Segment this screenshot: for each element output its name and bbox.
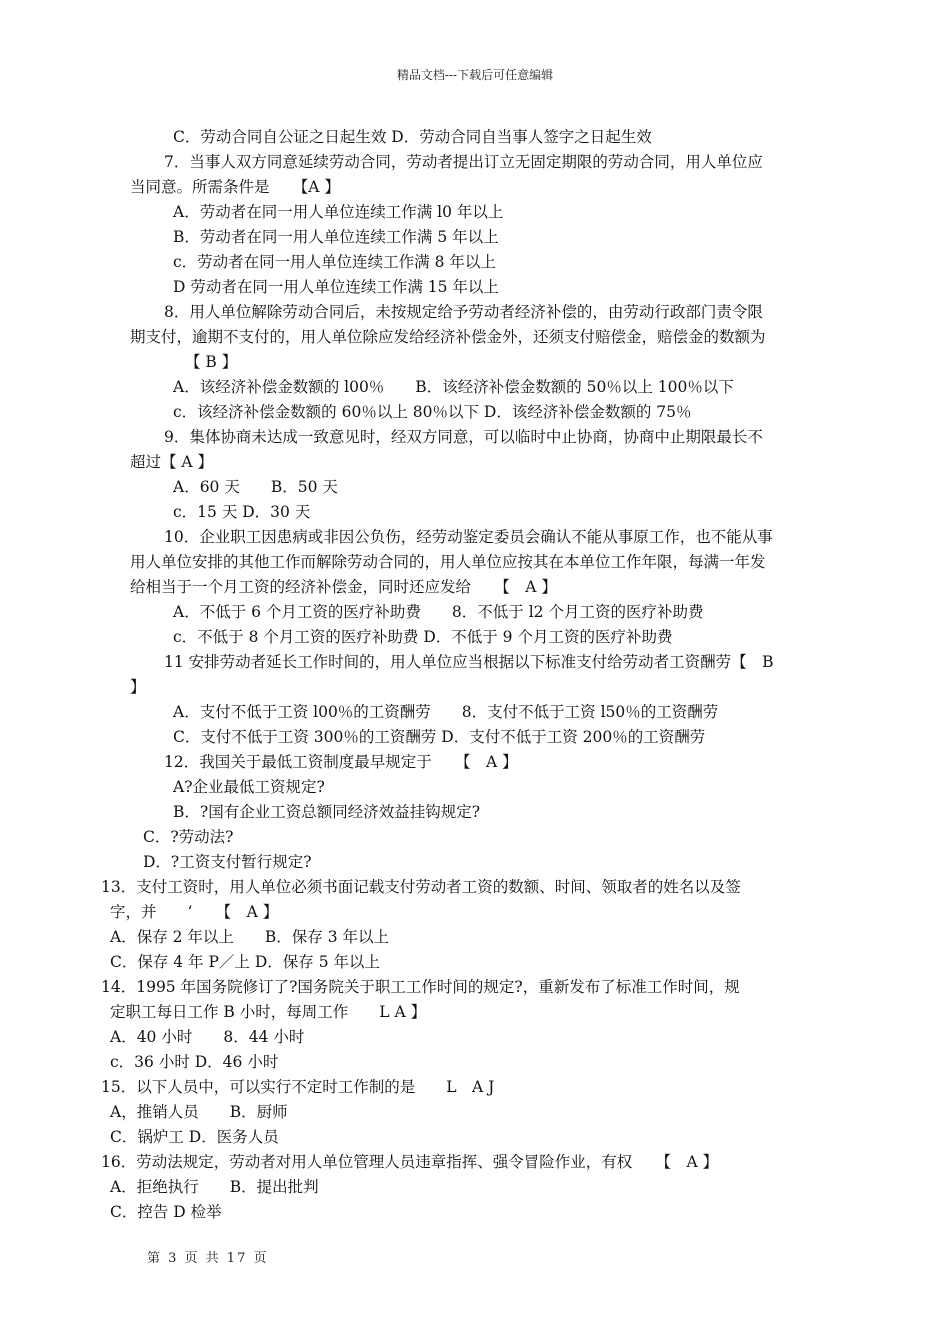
text-line: C．锅炉工 D．医务人员 (110, 1128, 279, 1146)
text-line: 10．企业职工因患病或非因公负伤，经劳动鉴定委员会确认不能从事原工作，也不能从事 (164, 528, 773, 546)
page-footer: 第 3 页 共 17 页 (147, 1251, 269, 1266)
text-line: c．不低于 8 个月工资的医疗补助费 D．不低于 9 个月工资的医疗补助费 (173, 628, 673, 646)
text-line: C．?劳动法? (143, 828, 234, 846)
text-line: 超过【 A 】 (130, 453, 214, 471)
text-line: A．劳动者在同一用人单位连续工作满 l0 年以上 (173, 203, 504, 221)
text-line: C．保存 4 年 P／上 D．保存 5 年以上 (110, 953, 381, 971)
text-line: 7．当事人双方同意延续劳动合同，劳动者提出订立无固定期限的劳动合同，用人单位应 (164, 153, 763, 171)
text-line: 16．劳动法规定，劳动者对用人单位管理人员违章指挥、强令冒险作业，有权 【 A 】 (101, 1153, 719, 1171)
text-line: 12．我国关于最低工资制度最早规定于 【 A 】 (164, 753, 518, 771)
text-line: 【 B 】 (185, 353, 238, 371)
text-line: A．支付不低于工资 l00％的工资酬劳 8．支付不低于工资 l50％的工资酬劳 (173, 703, 719, 721)
text-line: B．?国有企业工资总额同经济效益挂钩规定? (173, 803, 481, 821)
text-line: C．控告 D 检举 (110, 1203, 222, 1221)
text-line: A．不低于 6 个月工资的医疗补助费 8．不低于 l2 个月工资的医疗补助费 (173, 603, 704, 621)
text-line: A．60 天 B．50 天 (173, 478, 338, 496)
text-line: A?企业最低工资规定? (173, 778, 325, 796)
text-line: A，推销人员 B．厨师 (110, 1103, 288, 1121)
text-line: B．劳动者在同一用人单位连续工作满 5 年以上 (173, 228, 499, 246)
text-line: c．15 天 D．30 天 (173, 503, 311, 521)
text-line: 15．以下人员中，可以实行不定时工作制的是 L A J (101, 1078, 495, 1096)
text-line: c．劳动者在同一用人单位连续工作满 8 年以上 (173, 253, 496, 271)
text-line: c．36 小时 D．46 小时 (110, 1053, 279, 1071)
text-line: 】 (130, 678, 146, 696)
text-line: D 劳动者在同一用人单位连续工作满 15 年以上 (173, 278, 499, 296)
text-line: 14．1995 年国务院修订了?国务院关于职工工作时间的规定?，重新发布了标准工作时间，规 (101, 978, 740, 996)
text-line: 8．用人单位解除劳动合同后，未按规定给予劳动者经济补偿的，由劳动行政部门责令限 (164, 303, 763, 321)
text-line: 定职工每日工作 B 小时，每周工作 L A 】 (110, 1003, 427, 1021)
text-line: 当同意。所需条件是 【A 】 (130, 178, 340, 196)
text-line: 9．集体协商未达成一致意见时，经双方同意，可以临时中止协商，协商中止期限最长不 (164, 428, 763, 446)
page-header: 精品文档---下载后可任意编辑 (396, 68, 554, 82)
text-line: 字，并 ‘ 【 A 】 (110, 903, 279, 921)
text-line: 用人单位安排的其他工作而解除劳动合同的，用人单位应按其在本单位工作年限，每满一年发 (130, 553, 766, 571)
text-line: A．该经济补偿金数额的 l00％ B．该经济补偿金数额的 50％以上 100％以下 (173, 378, 734, 396)
text-line: D．?工资支付暂行规定? (143, 853, 312, 871)
text-line: 11 安排劳动者延长工作时间的，用人单位应当根据以下标准支付给劳动者工资酬劳【 B (164, 653, 774, 671)
text-line: 给相当于一个月工资的经济补偿金，同时还应发给 【 A 】 (130, 578, 557, 596)
text-line: C．支付不低于工资 300％的工资酬劳 D．支付不低于工资 200％的工资酬劳 (173, 728, 706, 746)
text-line: c．该经济补偿金数额的 60％以上 80％以下 D．该经济补偿金数额的 75％ (173, 403, 692, 421)
text-line: A．保存 2 年以上 B．保存 3 年以上 (110, 928, 390, 946)
text-line: A．拒绝执行 B．提出批判 (110, 1178, 319, 1196)
text-line: 期支付，逾期不支付的，用人单位除应发给经济补偿金外，还须支付赔偿金，赔偿金的数额为 (130, 328, 766, 346)
text-line: 13．支付工资时，用人单位必须书面记载支付劳动者工资的数额、时间、领取者的姓名以及签 (101, 878, 741, 896)
text-line: A．40 小时 8．44 小时 (110, 1028, 305, 1046)
text-line: C．劳动合同自公证之日起生效 D．劳动合同自当事人签字之日起生效 (173, 128, 652, 146)
